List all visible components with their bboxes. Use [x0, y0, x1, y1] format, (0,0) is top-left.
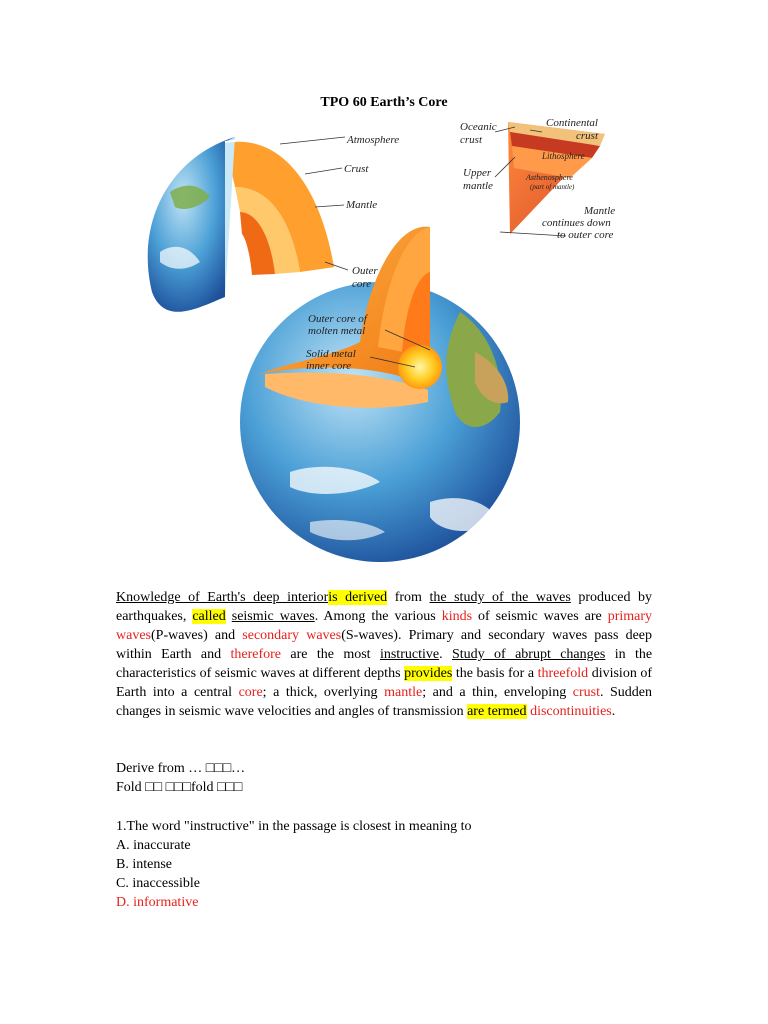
large-globe-cutaway: [240, 227, 520, 562]
reading-passage: [116, 588, 652, 721]
red-crust: crust: [572, 685, 600, 700]
highlight-called: called: [192, 609, 226, 624]
label-oceanic-line1: Oceanic: [460, 121, 497, 133]
passage-text: are the most: [290, 647, 371, 662]
highlight-is-derived: is derived: [328, 590, 388, 605]
label-outer-core-line2: core: [352, 278, 372, 290]
label-asthenosphere-line1: Asthenosphere: [526, 173, 573, 182]
underlined-instructive: instructive: [379, 647, 440, 662]
passage-text: (S-waves). Primary and secondary waves pass deep within Earth and: [116, 628, 652, 662]
red-secondary-waves: secondary waves: [242, 628, 342, 643]
question-stem: 1.The word "instructive" in the passage is closest in meaning to: [116, 819, 472, 834]
label-outer-core-line1: Outer: [352, 265, 378, 277]
label-lithosphere: Lithosphere: [542, 151, 585, 161]
passage-text: ; and a thin, enveloping: [422, 685, 567, 700]
red-threefold: threefold: [537, 666, 589, 681]
label-oceanic-line2: crust: [460, 134, 482, 146]
red-discontinuities: discontinuities: [530, 704, 612, 719]
passage-text: Knowledge of Earth's deep interior: [116, 590, 329, 605]
underlined-study-of-waves: the study of the waves: [429, 590, 571, 605]
red-mantle: mantle: [384, 685, 423, 700]
label-asthenosphere-line2: (part of mantle): [530, 183, 575, 191]
red-core: core: [238, 685, 263, 700]
label-continental-line1: Continental: [546, 117, 598, 129]
label-upper-mantle-line2: mantle: [463, 180, 493, 192]
label-continental-line2: crust: [576, 130, 598, 142]
red-therefore: therefore: [230, 647, 281, 662]
label-atmosphere: Atmosphere: [347, 134, 400, 146]
vocab-note-derive: Derive from … □□□…: [116, 761, 246, 776]
label-upper-mantle-line1: Upper: [463, 167, 492, 179]
question-block: [116, 817, 472, 912]
page-title: TPO 60 Earth’s Core: [320, 95, 448, 110]
highlight-are-termed: are termed: [467, 704, 527, 719]
passage-text: division of Earth into a central: [116, 666, 653, 700]
highlight-provides: provides: [404, 666, 453, 681]
passage-text: .: [611, 704, 616, 719]
earth-structure-diagram: [130, 112, 630, 572]
option-a[interactable]: A. inaccurate: [116, 838, 191, 853]
passage-text: . Among the various: [314, 609, 436, 624]
passage-text: (P-waves) and: [151, 628, 236, 643]
passage-text: . Sudden changes in seismic wave velocities and angles of transmission: [116, 685, 653, 719]
passage-text: ; a thick, overlying: [262, 685, 378, 700]
label-solid-line2: inner core: [306, 360, 352, 372]
passage-text: from: [394, 590, 422, 605]
red-kinds: kinds: [441, 609, 473, 624]
passage-text: .: [439, 647, 443, 662]
vocab-note-fold: Fold □□ □□□fold □□□: [116, 780, 243, 795]
red-primary-waves: primary waves: [116, 609, 653, 643]
label-mantle-continues-line3: to outer core: [557, 229, 614, 241]
option-b[interactable]: B. intense: [116, 857, 172, 872]
label-solid-line1: Solid metal: [306, 348, 356, 360]
label-molten-line2: molten metal: [308, 325, 366, 337]
passage-text: in the characteristics of seismic waves at different depths: [116, 647, 653, 681]
passage-text: of seismic waves are: [478, 609, 602, 624]
passage-text: the basis for a: [455, 666, 535, 681]
small-globe-cutaway: [148, 137, 335, 312]
label-mantle-continues-line1: Mantle: [584, 205, 616, 217]
option-d-correct[interactable]: D. informative: [116, 895, 199, 910]
label-mantle-continues-line2: continues down: [542, 217, 611, 229]
label-crust: Crust: [344, 163, 369, 175]
underlined-study-of-abrupt-changes: Study of abrupt changes: [451, 647, 606, 662]
label-molten-line1: Outer core of: [308, 313, 367, 325]
option-c[interactable]: C. inaccessible: [116, 876, 200, 891]
passage-text: produced by earthquakes,: [116, 590, 653, 624]
underlined-seismic-waves: seismic waves: [231, 609, 315, 624]
label-mantle: Mantle: [346, 199, 378, 211]
